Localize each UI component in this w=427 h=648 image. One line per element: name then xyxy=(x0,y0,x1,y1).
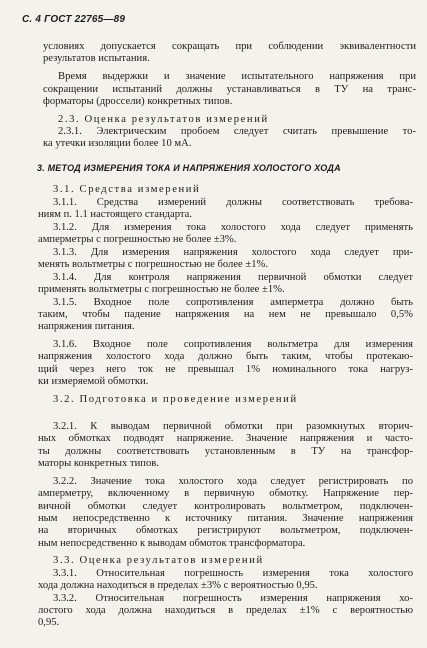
subsection-heading: 2.3. Оценка результатов измерений xyxy=(58,114,269,125)
text-line: лостого хода должна находиться в пределах ±1% с вероятностью xyxy=(38,605,413,616)
text-line: ки измеряемой обмотки. xyxy=(38,376,149,387)
subsection-heading: 3.1. Средства измерений xyxy=(53,184,201,195)
text-line: 2.3.1. Электрическим пробоем следует считать превышение то- xyxy=(58,126,416,137)
text-line: вичной обмотки следует контролировать вольтметром, подключен- xyxy=(38,501,413,512)
text-line: 3.1.2. Для измерения тока холостого хода следует применять xyxy=(53,222,413,233)
subsection-heading: 3.2. Подготовка и проведение измерений xyxy=(53,394,298,405)
text-line: хода должна находиться в пределах ±3% с вероятностью 0,95. xyxy=(38,580,318,591)
text-line: ных обмотках подводят напряжение. Значение напряжения и часто- xyxy=(38,433,413,444)
text-line: 0,95. xyxy=(38,617,60,628)
text-line: амперметру, включенному в первичную обмотку. Напряжение пер- xyxy=(38,488,413,499)
text-line: 3.1.4. Для контроля напряжения первичной обмотки следует xyxy=(53,272,413,283)
text-line: ты должны соответствовать установленным в ТУ на трансфор- xyxy=(38,446,413,457)
text-line: 3.1.1. Средства измерений должны соответствовать требова- xyxy=(53,197,413,208)
page-header: С. 4 ГОСТ 22765—89 xyxy=(22,14,126,25)
section-title: 3. МЕТОД ИЗМЕРЕНИЯ ТОКА И НАПРЯЖЕНИЯ ХОЛОСТОГО ХОДА xyxy=(37,163,341,173)
text-line: 3.3.2. Относительная погрешность измерения напряжения хо- xyxy=(53,593,413,604)
text-line: маторы конкретных типов. xyxy=(38,458,159,469)
text-line: условиях допускается сокращать при соблюдении эквивалентности xyxy=(43,41,416,52)
text-line: 3.2.1. К выводам первичной обмотки при разомкнутых вторич- xyxy=(53,421,413,432)
text-line: форматоры (дроссели) конкретных типов. xyxy=(43,96,233,107)
text-line: щий через него ток не превышал 1% номинального тока нагруз- xyxy=(38,364,413,375)
text-line: ка утечки изоляции более 10 мА. xyxy=(43,138,192,149)
text-line: менять вольтметры с погрешностью не более ±1%. xyxy=(38,259,268,270)
text-line: ниям п. 1.1 настоящего стандарта. xyxy=(38,209,193,220)
text-line: применять вольтметры с погрешностью не более ±1%. xyxy=(38,284,285,295)
text-line: результатов испытания. xyxy=(43,53,150,64)
text-line: ным непосредственно к выводам обмоток трансформатора. xyxy=(38,538,306,549)
text-line: 3.2.2. Значение тока холостого хода следует регистрировать по xyxy=(53,476,413,487)
text-line: амперметры с погрешностью не более ±3%. xyxy=(38,234,237,245)
text-line: ным непосредственно к источнику питания. Значение напряжения xyxy=(38,513,413,524)
text-line: напряжения питания. xyxy=(38,321,135,332)
text-line: 3.3.1. Относительная погрешность измерения тока холостого xyxy=(53,568,413,579)
text-line: 3.1.5. Входное поле сопротивления амперметра должно быть xyxy=(53,297,413,308)
text-line: напряжения холостого хода должно быть таким, чтобы протекаю- xyxy=(38,351,413,362)
subsection-heading: 3.3. Оценка результатов измерений xyxy=(53,555,264,566)
text-line: таким, чтобы падение напряжения на нем не превышало 0,5% xyxy=(38,309,413,320)
text-line: сокращении испытаний должны устанавливаться в ТУ на транс- xyxy=(43,84,416,95)
text-line: 3.1.3. Для измерения напряжения холостого хода следует при- xyxy=(53,247,413,258)
text-line: на вторичных обмотках регистрируют вольтметром, подключен- xyxy=(38,525,413,536)
text-line: 3.1.6. Входное поле сопротивления вольтметра для измерения xyxy=(53,339,413,350)
text-line: Время выдержки и значение испытательного напряжения при xyxy=(58,71,416,82)
